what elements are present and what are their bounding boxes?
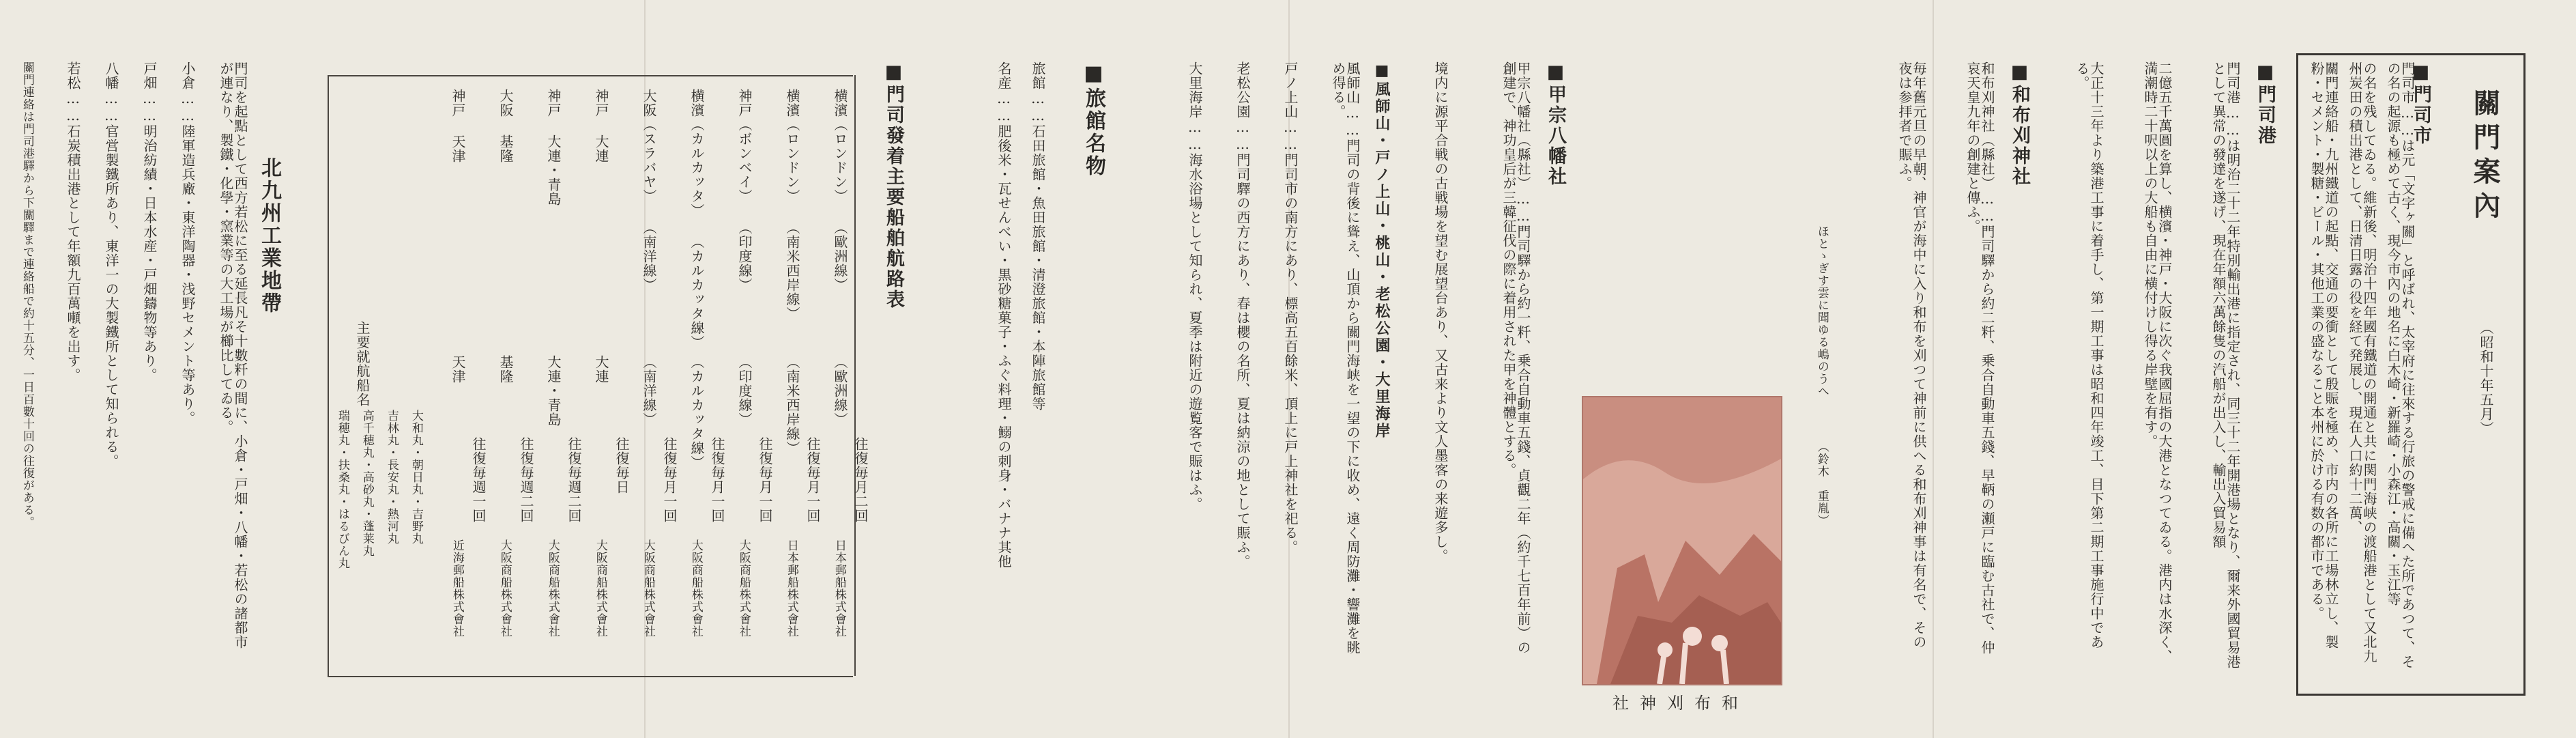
shrine-illustration-drawing [1583, 397, 1781, 684]
industrial-heading: 北九州工業地帶 [257, 157, 281, 315]
shipping-route: 横濱（ロンドン） （南米西岸線） [784, 89, 800, 321]
shipping-company: 日本郵船株式會社 [784, 539, 798, 638]
poem: ほとゝぎす雲に聞ゆる嶋のうへ （鈴木 重胤） [1814, 225, 1829, 527]
koso-hachiman-text-1: 甲宗八幡社（縣社）……門司驛から約一粁、乗合自動車五錢、貞觀二年（約千七百年前）の創建で、神功皇后が三韓征伐の際に着用された甲を神體とする。 [1501, 61, 1531, 655]
wakame-shrine-text-1: 和布刈神社（縣社）……門司驛から約二粁、乗合自動車五錢、早鞆の瀬戸に臨む古社で、仲哀天皇九年の創建と傳ふ。 [1965, 61, 1995, 655]
shipping-frequency: 往復毎週二回 [518, 437, 534, 523]
ship-name-group: 瑞穂丸・扶桑丸・はるびん丸 [335, 410, 349, 569]
moji-heading: ■門司市 [2410, 61, 2431, 146]
sights-heading: ■風師山・戸ノ上山・桃山・老松公園・大里海岸 [1373, 61, 1391, 440]
shipping-route: 大阪 基隆 [497, 89, 514, 163]
shipping-company: 日本郵船株式會社 [832, 539, 846, 638]
shipping-route: 横濱（カルカッタ） （カルカッタ線） [689, 89, 705, 350]
shipping-company: 大阪商船株式會社 [689, 539, 703, 638]
ryokan-text-2: 名産……肥後米・瓦せんべい・黒砂糖菓子・ふぐ料理・鰯の刺身・バナナ其他 [996, 61, 1012, 569]
koso-hachiman-heading: ■甲宗八幡社 [1545, 61, 1566, 187]
port-text-3: 大正十三年より築港工事に着手し、第一期工事は昭和四年竣工、目下第二期工事施行中である。 [2074, 61, 2104, 649]
sights-text-4: 大里海岸……海水浴場として知られ、夏季は附近の遊覧客で賑はふ。 [1187, 61, 1203, 511]
shipping-frequency: 往復毎月一回 [757, 437, 773, 523]
illustration-caption: 社神刈布和 [1612, 694, 1749, 713]
port-text-2: 二億五千萬圓を算し、横濱・神戸・大阪に次ぐ我國屈指の大港となつてゐる。港内は水深く、満潮時二十呎以上の大船も自由に横付けし得る岸壁を有す。 [2142, 61, 2173, 664]
moji-intro-3: 關門連絡船・九州鐵道の起點、交通の要衝として殷賑を極め、市内の各所に工場林立し、製粉・セメント・製糖・ビール・其他工業の盛なること本州に於ける有数の都市である。 [2309, 61, 2339, 649]
table-rule [328, 676, 853, 677]
shipping-frequency: 往復毎日 [613, 437, 630, 494]
shipping-table [328, 75, 856, 676]
shipping-route: 神戸（ボンベイ） （印度線） [736, 89, 753, 292]
shipping-destination: （印度線） [736, 355, 753, 427]
shipping-frequency: 往復毎月二回 [852, 437, 869, 523]
shipping-destination: 大連 [593, 355, 609, 384]
shrine-illustration [1582, 396, 1782, 685]
ryokan-text-1: 旅館……石田旅館・魚田旅館・清澄旅館・本陣旅館等 [1030, 61, 1046, 411]
shipping-route: 神戸 大連 [593, 89, 609, 163]
ship-name-group: 大和丸・朝日丸・吉野丸 [409, 410, 423, 545]
shipping-route: 大阪（スラバヤ） （南洋線） [641, 89, 657, 292]
industrial-paragraph: 小倉……陸軍造兵廠・東洋陶器・浅野セメント等あり。 [179, 61, 196, 425]
wakame-shrine-text-2: 毎年舊元旦の早朝、神官が海中に入り和布を刈つて神前に供へる和布刈神事は有名で、その夜は参拝者で賑ふ。 [1896, 61, 1927, 649]
sights-text-3: 老松公園……門司驛の西方にあり、春は櫻の名所、夏は納涼の地として賑ふ。 [1234, 61, 1251, 569]
shipping-destination: （カルカッタ線） [689, 355, 705, 470]
shipping-destination: 天津 [450, 355, 466, 384]
shipping-heading: ■門司發着主要船舶航路表 [883, 61, 904, 310]
shipping-route: 神戸 天津 [450, 89, 466, 163]
industrial-paragraph: 門司を起點として西方若松に至る延長凡そ十數粁の間に、小倉・戸畑・八幡・若松の諸都市が連なり、製鐵・化學・窯業等の大工場が櫛比してゐる。 [218, 61, 248, 649]
ship-name-group: 高千穂丸・高砂丸・蓬莱丸 [360, 410, 374, 557]
shipping-destination: （歐洲線） [832, 355, 848, 427]
ryokan-heading: ■旅館名物 [1082, 61, 1105, 178]
shipping-frequency: 往復毎週二回 [566, 437, 582, 523]
sights-text-2: 戸ノ上山……門司市の南方にあり、標高五百餘米、頂上に戸上神社を祀る。 [1282, 61, 1299, 554]
industrial-paragraph: 戸畑……明治紡績・日本水産・戸畑鑄物等あり。 [141, 61, 158, 382]
shipping-company: 近海郵船株式會社 [450, 539, 464, 638]
shipping-company: 大阪商船株式會社 [736, 539, 751, 638]
shipping-frequency: 往復毎月一回 [805, 437, 821, 523]
shipping-frequency: 往復毎月一回 [661, 437, 678, 523]
shipping-destination: 大連・青島 [545, 355, 562, 427]
sights-text-1: 風師山……門司の背後に聳え、山頂から關門海峡を一望の下に收め、遠く周防灘・響灘を眺め得る。 [1330, 61, 1361, 655]
shipping-frequency: 往復毎月一回 [709, 437, 725, 523]
industrial-paragraph: 八幡……官営製鐵所あり、東洋一の大製鐵所として知られる。 [103, 61, 119, 468]
fold-line [1933, 0, 1934, 738]
wakame-shrine-heading: ■和布刈神社 [2009, 61, 2030, 187]
shipping-destination: （南洋線） [641, 355, 657, 427]
moji-intro-1: 門司市……は元「文字ヶ關」と呼ばれ、太宰府に往來する行旅の警戒に備へた所であつて、その名の起源も極めて古く、現今市內の地名に白木崎・新羅崎・小森江・高關・玉江等 [2385, 61, 2416, 669]
railway-note: 關門連絡は門司港驛から下關驛まで連絡船で約十五分、一日百數十回の往復がある。 [20, 61, 34, 528]
shipping-route: 神戸 大連・青島 [545, 89, 562, 206]
moji-intro-2: の名を残してゐる。維新後、明治十四年國有鐵道の開通と共に関門海峡の渡船港として又北九州炭田の積出港として、日清日露の役を経て発展し、現在人口約十二萬、 [2347, 61, 2377, 664]
shipping-destination: （南米西岸線） [784, 355, 800, 455]
publication-date: （昭和十年五月） [2478, 321, 2494, 436]
port-text-1: 門司港……は明治二十二年特別輸出港に指定され、同三十二年開港場となり、爾来外國貿易港として異常の發達を遂げ、現在年額六萬餘隻の汽船が出入し、輸出入貿易額 [2210, 61, 2241, 669]
shipping-route: 横濱（ロンドン） （歐洲線） [832, 89, 848, 292]
shipping-destination: 基隆 [497, 355, 514, 384]
shipping-company: 大阪商船株式會社 [497, 539, 512, 638]
shipping-company: 大阪商船株式會社 [641, 539, 655, 638]
ship-name-group: 吉林丸・長安丸・熱河丸 [384, 410, 399, 545]
table-rule [328, 75, 853, 76]
koso-hachiman-text-2: 境内に源平合戦の古戦場を望む展望台あり、又古来より文人墨客の来遊多し。 [1432, 61, 1449, 563]
industrial-paragraph: 若松……石炭積出港として年額九百萬噸を出す。 [65, 61, 81, 382]
port-heading: ■門司港 [2255, 61, 2276, 146]
shipping-frequency: 往復毎週一回 [470, 437, 487, 523]
shipping-company: 大阪商船株式會社 [593, 539, 607, 638]
ships-heading: 主要就航船名 [354, 321, 371, 407]
shipping-company: 大阪商船株式會社 [545, 539, 560, 638]
page-title: 關門案內 [2469, 89, 2501, 225]
